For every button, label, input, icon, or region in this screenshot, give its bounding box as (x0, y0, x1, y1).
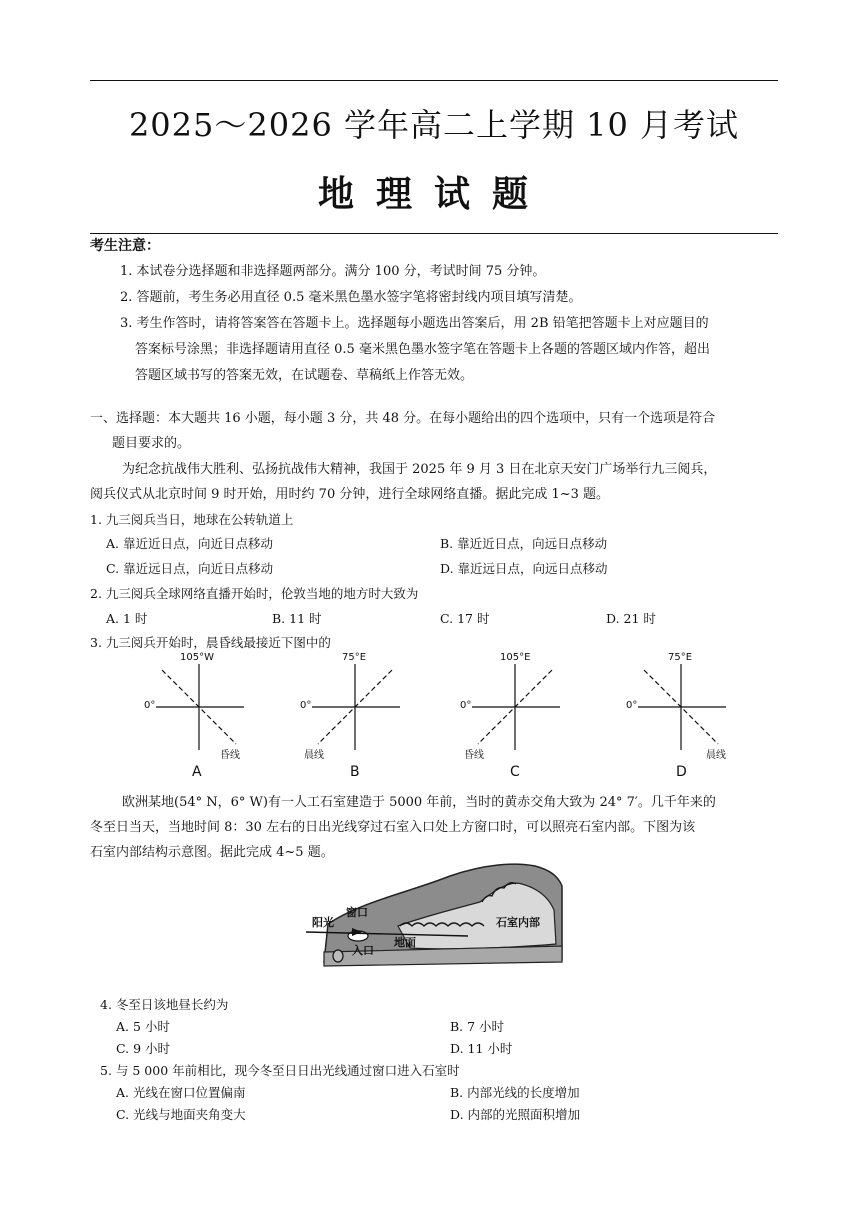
diagram-b-left-label: 0° (300, 700, 312, 711)
q5-option-c: C. 光线与地面夹角变大 (116, 1107, 246, 1122)
diagram-a (140, 652, 260, 782)
diagram-c (456, 652, 576, 782)
q4-option-c: C. 9 小时 (116, 1041, 170, 1056)
notice-heading: 考生注意： (90, 238, 160, 254)
notice-item-3: 3. 考生作答时，请将答案答在答题卡上。选择题每小题选出答案后，用 2B 铅笔把答题卡上对应题目的 (120, 316, 709, 331)
diagram-b-top-label: 75°E (342, 652, 367, 663)
q4-option-d: D. 11 小时 (450, 1041, 513, 1056)
diagram-d-caption: D (676, 764, 687, 780)
diagram-a-top-label: 105°W (180, 652, 214, 663)
q3-stem: 3. 九三阅兵开始时，晨昏线最接近下图中的 (90, 635, 331, 650)
diagram-c-line-label: 昏线 (464, 750, 484, 761)
diagram-c-svg (456, 652, 576, 782)
diagram-c-caption: C (510, 764, 520, 780)
notice-item-2: 2. 答题前，考生务必用直径 0.5 毫米黑色墨水签字笔将密封线内项目填写清楚。 (120, 290, 582, 305)
notice-item-1: 1. 本试卷分选择题和非选择题两部分。满分 100 分，考试时间 75 分钟。 (120, 264, 546, 279)
diagram-a-line-label: 昏线 (220, 750, 240, 761)
passage-2-line-2: 冬至日当天，当地时间 8：30 左右的日出光线穿过石室入口处上方窗口时，可以照亮石室内部。下图为该 (90, 820, 696, 835)
section-heading: 一、选择题：本大题共 16 小题，每小题 3 分，共 48 分。在每小题给出的四个选项中，只有一个选项是符合 (90, 411, 716, 426)
diagram-d-svg (622, 652, 742, 782)
notice-item-3-end: 答题区域书写的答案无效，在试题卷、草稿纸上作答无效。 (135, 368, 474, 383)
q1-stem: 1. 九三阅兵当日，地球在公转轨道上 (90, 512, 294, 527)
diagram-d (622, 652, 742, 782)
q1-option-c: C. 靠近远日点，向近日点移动 (106, 561, 274, 576)
diagram-a-caption: A (192, 764, 202, 780)
diagram-a-left-label: 0° (144, 700, 156, 711)
notice-item-3-cont: 答案标号涂黑；非选择题请用直径 0.5 毫米黑色墨水签字笔在答题卡上各题的答题区域内作答，超出 (135, 342, 710, 357)
header-bottom-rule (90, 233, 778, 234)
figure-label-sunlight: 阳光 (312, 916, 334, 929)
passage-2-line-3: 石室内部结构示意图。据此完成 4~5 题。 (90, 845, 334, 860)
figure-label-window: 窗口 (346, 906, 368, 919)
exam-title: 2025～2026 学年高二上学期 10 月考试 (128, 106, 740, 144)
section-heading-cont: 题目要求的。 (112, 436, 191, 451)
q5-option-d: D. 内部的光照面积增加 (450, 1107, 581, 1122)
top-rule (90, 80, 778, 81)
q4-option-a: A. 5 小时 (116, 1019, 170, 1034)
q5-option-a: A. 光线在窗口位置偏南 (116, 1085, 246, 1100)
q2-option-b: B. 11 时 (272, 611, 322, 626)
q1-option-d: D. 靠近远日点，向远日点移动 (440, 561, 608, 576)
q2-option-d: D. 21 时 (606, 611, 656, 626)
diagram-b-svg (296, 652, 416, 782)
passage-1-line-2: 阅兵仪式从北京时间 9 时开始，用时约 70 分钟，进行全球网络直播。据此完成 1~3 题。 (90, 487, 610, 502)
q4-option-b: B. 7 小时 (450, 1019, 505, 1034)
figure-label-entrance: 入口 (352, 944, 374, 957)
chamber-figure (300, 862, 570, 972)
q2-option-c: C. 17 时 (440, 611, 490, 626)
exam-subtitle: 地理试题 (317, 173, 550, 215)
diagram-c-left-label: 0° (460, 700, 472, 711)
diagram-d-left-label: 0° (626, 700, 638, 711)
diagram-b-line-label: 晨线 (304, 750, 324, 761)
q5-stem: 5. 与 5 000 年前相比，现今冬至日日出光线通过窗口进入石室时 (100, 1063, 460, 1078)
q2-option-a: A. 1 时 (106, 611, 148, 626)
diagram-b (296, 652, 416, 782)
passage-2-line-1: 欧洲某地(54° N，6° W)有一人工石室建造于 5000 年前，当时的黄赤交角大致为 24° 7′。几千年来的 (122, 795, 716, 810)
q4-stem: 4. 冬至日该地昼长约为 (100, 997, 229, 1012)
diagram-d-top-label: 75°E (668, 652, 693, 663)
q2-stem: 2. 九三阅兵全球网络直播开始时，伦敦当地的地方时大致为 (90, 586, 419, 601)
diagram-a-svg (140, 652, 260, 782)
diagram-c-top-label: 105°E (500, 652, 531, 663)
figure-label-interior: 石室内部 (496, 916, 540, 929)
figure-label-ground: 地面 (394, 936, 416, 949)
q5-option-b: B. 内部光线的长度增加 (450, 1085, 580, 1100)
q1-option-b: B. 靠近近日点，向远日点移动 (440, 536, 608, 551)
diagram-b-caption: B (350, 764, 360, 780)
diagram-d-line-label: 晨线 (706, 750, 726, 761)
q1-option-a: A. 靠近近日点，向近日点移动 (106, 536, 273, 551)
passage-1-line-1: 为纪念抗战伟大胜利、弘扬抗战伟大精神，我国于 2025 年 9 月 3 日在北京天安门广场举行九三阅兵， (122, 462, 717, 477)
